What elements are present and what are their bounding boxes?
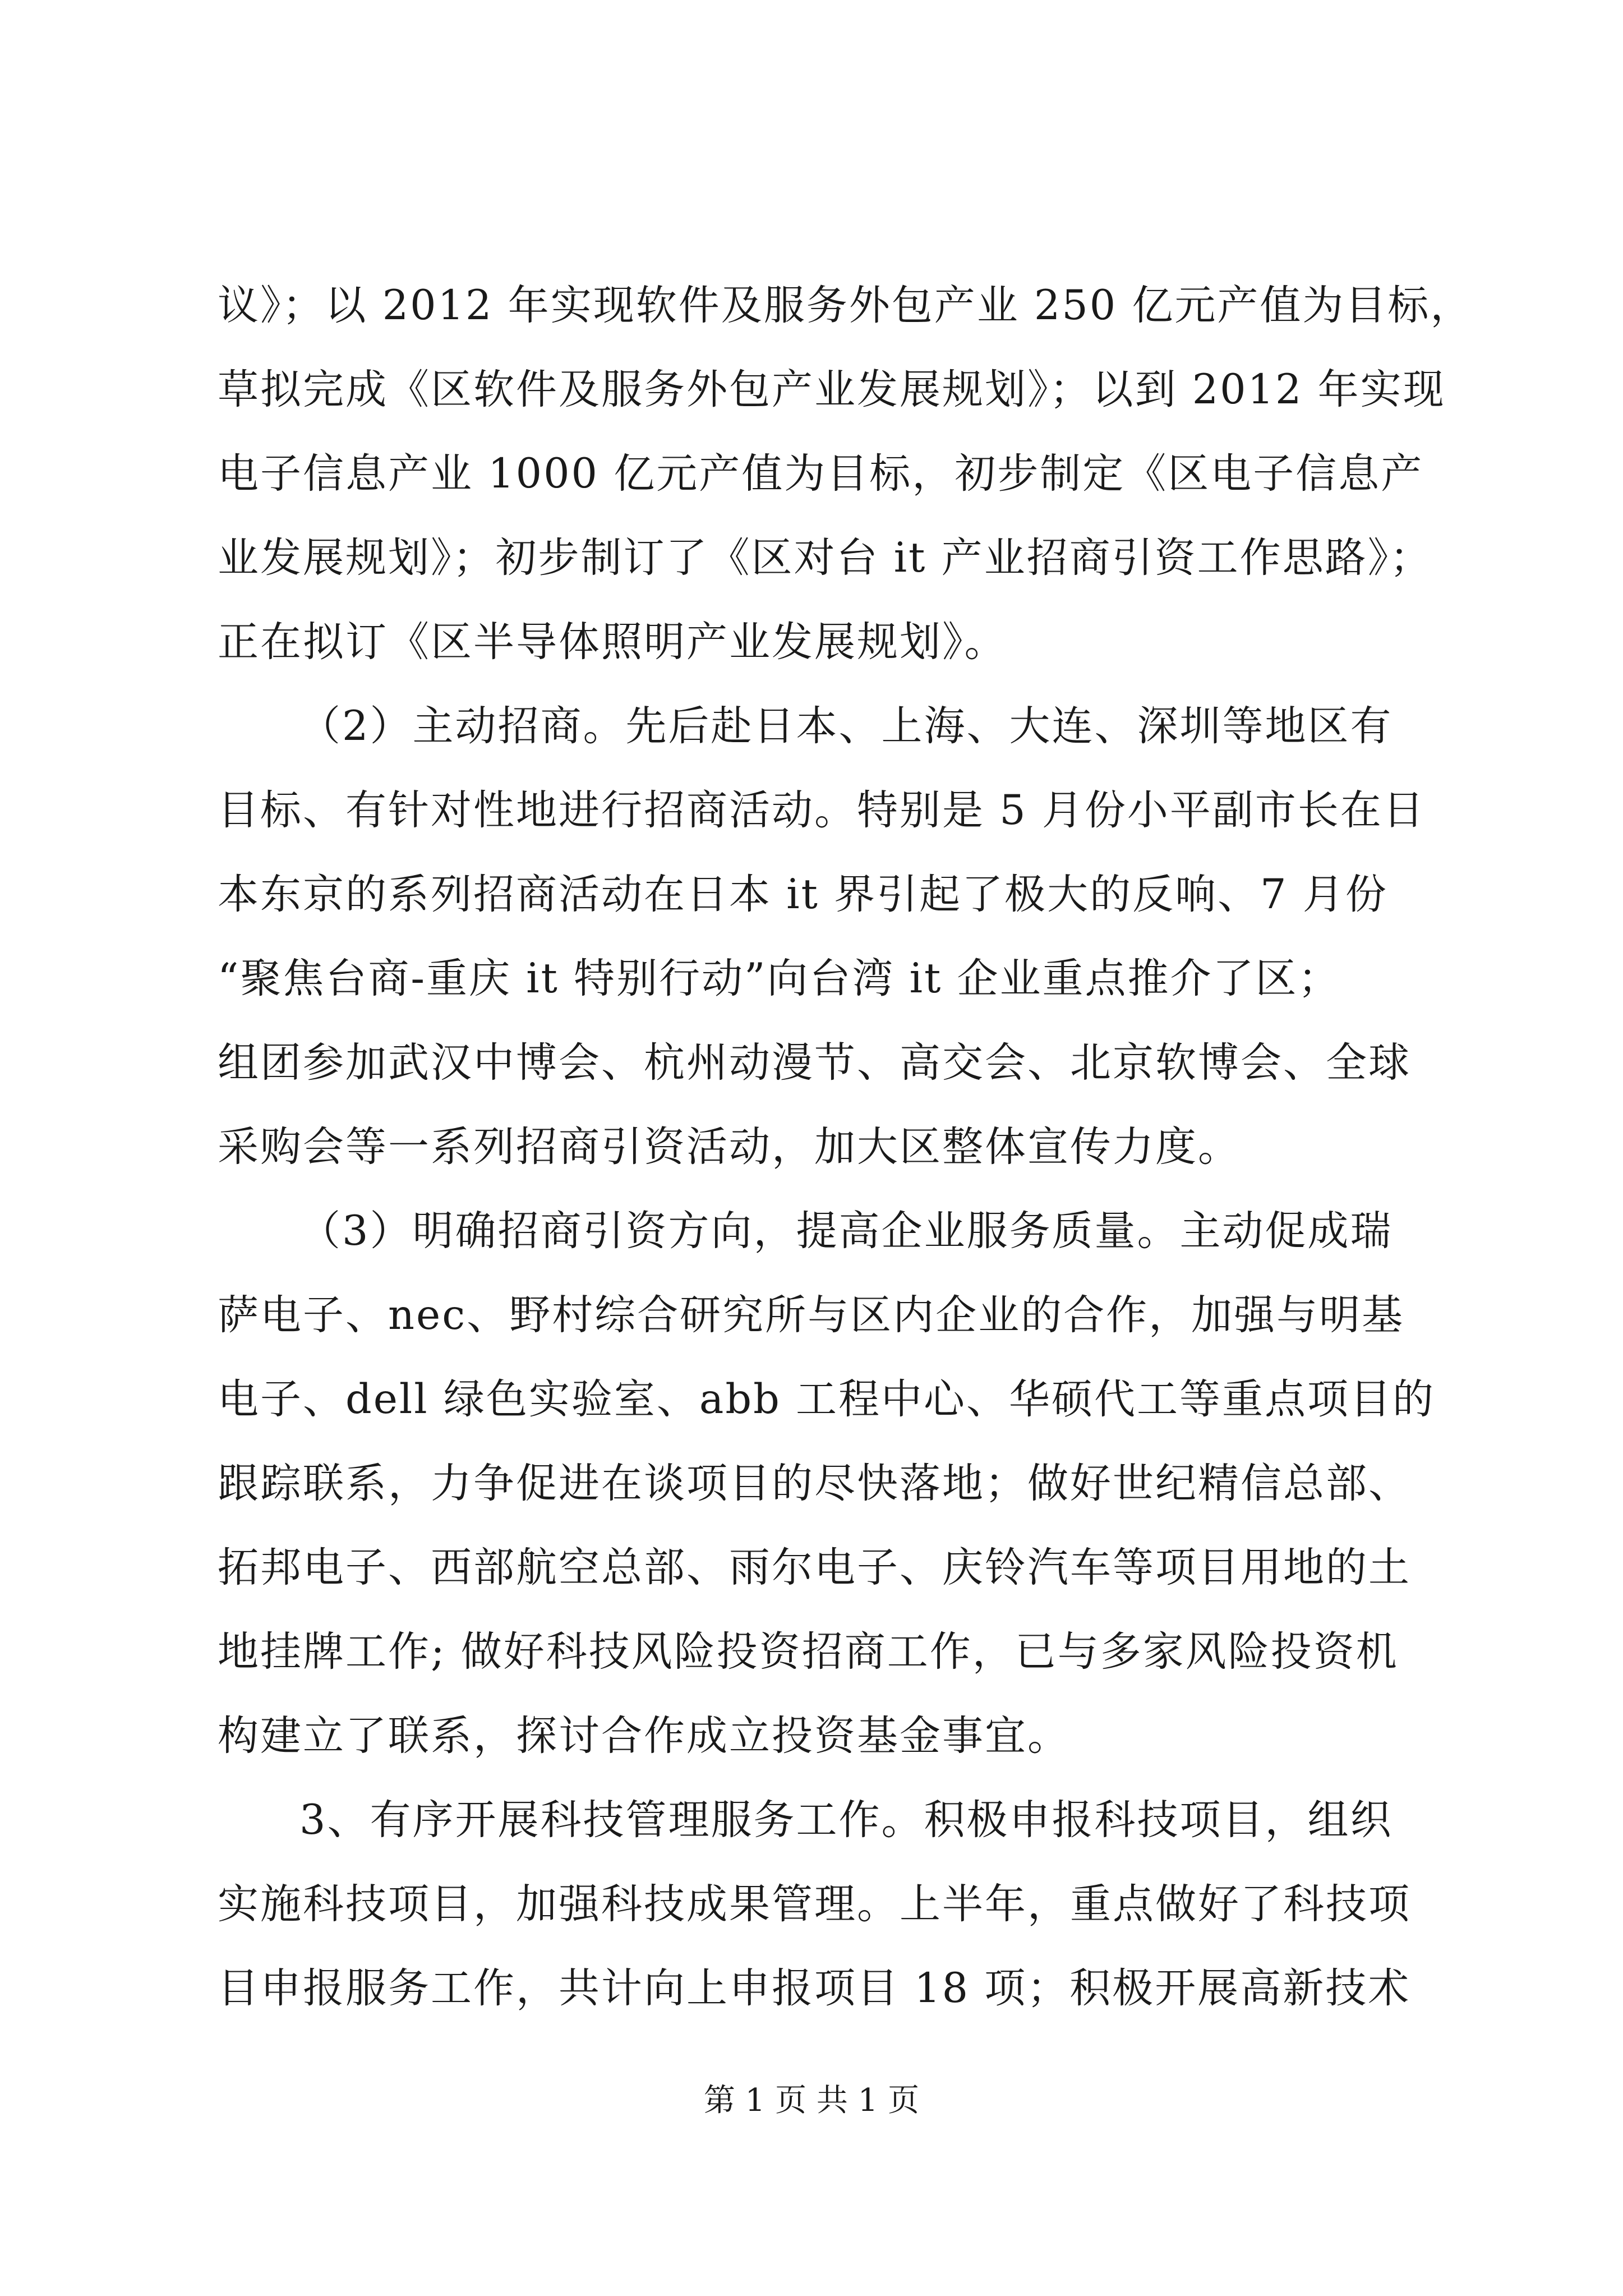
- text-line: 本东京的系列招商活动在日本 it 界引起了极大的反响、7 月份: [218, 871, 1388, 918]
- text-line: （2）主动招商。先后赴日本、上海、大连、深圳等地区有: [299, 702, 1393, 750]
- text-line: “聚焦台商-重庆 it 特别行动”向台湾 it 企业重点推介了区；: [218, 955, 1341, 1002]
- text-line: 业发展规划》；初步制订了《区对台 it 产业招商引资工作思路》；: [218, 534, 1433, 582]
- text-line: 组团参加武汉中博会、杭州动漫节、高交会、北京软博会、全球: [218, 1039, 1411, 1087]
- text-line: （3）明确招商引资方向，提高企业服务质量。主动促成瑞: [299, 1207, 1393, 1255]
- text-line: 草拟完成《区软件及服务外包产业发展规划》；以到 2012 年实现: [218, 366, 1446, 413]
- text-line: 跟踪联系，力争促进在谈项目的尽快落地；做好世纪精信总部、: [218, 1460, 1411, 1507]
- text-line: 议》；以 2012 年实现软件及服务外包产业 250 亿元产值为目标，: [218, 282, 1473, 329]
- paragraph-3: [218, 1189, 1436, 1778]
- text-line: 目标、有针对性地进行招商活动。特别是 5 月份小平副市长在日: [218, 786, 1426, 834]
- text-line: 目申报服务工作，共计向上申报项目 18 项；积极开展高新技术: [218, 1964, 1411, 2012]
- text-line: 3、有序开展科技管理服务工作。积极申报科技项目，组织: [299, 1796, 1393, 1844]
- text-line: 实施科技项目，加强科技成果管理。上半年，重点做好了科技项: [218, 1880, 1411, 1928]
- text-line: 正在拟订《区半导体照明产业发展规划》。: [218, 618, 1007, 666]
- page-number-label: 第 1 页 共 1 页: [703, 2082, 920, 2119]
- page-footer: [0, 2081, 1623, 2120]
- text-line: 构建立了联系，探讨合作成立投资基金事宜。: [218, 1712, 1070, 1760]
- paragraph-2: [218, 684, 1426, 1189]
- text-line: 萨电子、nec、野村综合研究所与区内企业的合作，加强与明基: [218, 1291, 1405, 1339]
- paragraph-4: [218, 1778, 1423, 2031]
- text-line: 拓邦电子、西部航空总部、雨尔电子、庆铃汽车等项目用地的土: [218, 1544, 1411, 1591]
- text-line: 电子信息产业 1000 亿元产值为目标，初步制定《区电子信息产: [218, 450, 1424, 498]
- document-body: [218, 264, 1473, 2031]
- text-line: 电子、dell 绿色实验室、abb 工程中心、华硕代工等重点项目的: [218, 1375, 1436, 1423]
- paragraph-1: [218, 264, 1473, 684]
- text-line: 采购会等一系列招商引资活动，加大区整体宣传力度。: [218, 1123, 1241, 1171]
- text-line: 地挂牌工作; 做好科技风险投资招商工作，已与多家风险投资机: [218, 1628, 1399, 1676]
